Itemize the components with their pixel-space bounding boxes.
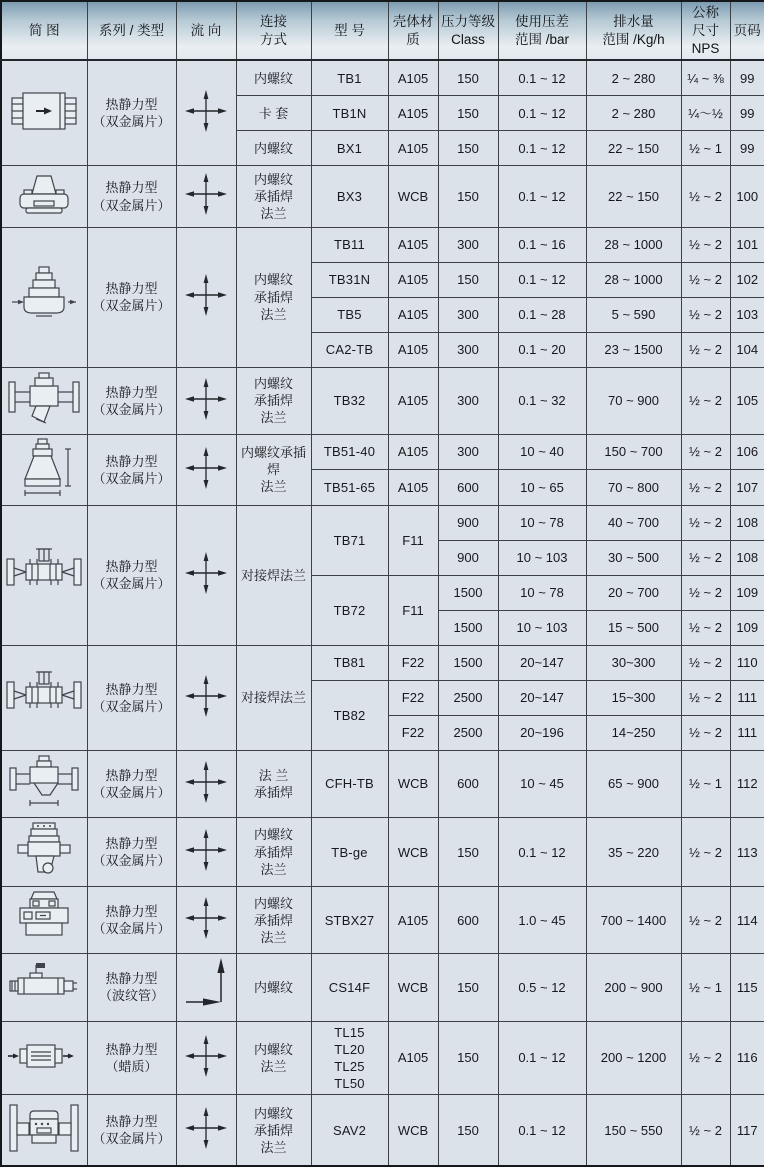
class-cell: 600 [438, 887, 498, 954]
header-connection: 连接 方式 [236, 1, 311, 60]
table-row [1, 60, 764, 96]
page-cell: 111 [730, 680, 764, 715]
model-cell: TB72 [311, 575, 388, 645]
diagram-cell [1, 887, 87, 954]
material-cell: WCB [388, 166, 438, 227]
dp-cell: 0.1 ~ 12 [498, 1021, 586, 1095]
series-cell: 热静力型 （波纹管） [87, 954, 176, 1021]
drain-cell: 22 ~ 150 [586, 131, 681, 166]
table-row [1, 367, 764, 434]
table-row [1, 1095, 764, 1167]
material-cell: WCB [388, 1095, 438, 1167]
drain-cell: 15 ~ 500 [586, 610, 681, 645]
model-cell: TB81 [311, 645, 388, 680]
flow-cell [176, 434, 236, 505]
page-cell: 102 [730, 262, 764, 297]
table-row [1, 505, 764, 540]
class-cell: 150 [438, 131, 498, 166]
connection-cell: 内螺纹 承插焊 法兰 [236, 227, 311, 367]
nps-cell: ½ ~ 2 [681, 434, 730, 470]
flanged-y-trap-icon [6, 370, 82, 428]
dp-cell: 0.1 ~ 16 [498, 227, 586, 262]
flanged-bonnet-trap-icon [6, 753, 82, 811]
page-cell: 114 [730, 887, 764, 954]
drain-cell: 5 ~ 590 [586, 297, 681, 332]
header-material: 壳体材 质 [388, 1, 438, 60]
header-dp: 使用压差 范围 /bar [498, 1, 586, 60]
page-cell: 115 [730, 954, 764, 1021]
material-cell: F22 [388, 715, 438, 750]
class-cell: 300 [438, 297, 498, 332]
flow-cell [176, 505, 236, 645]
drain-cell: 2 ~ 280 [586, 60, 681, 96]
series-cell: 热静力型 （双金属片） [87, 887, 176, 954]
class-cell: 300 [438, 434, 498, 470]
cone-trap-icon [6, 437, 82, 499]
dp-cell: 0.1 ~ 12 [498, 818, 586, 887]
flow-cell [176, 818, 236, 887]
nps-cell: ½ ~ 2 [681, 227, 730, 262]
nps-cell: ½ ~ 2 [681, 887, 730, 954]
material-cell: A105 [388, 227, 438, 262]
dp-cell: 0.1 ~ 12 [498, 131, 586, 166]
series-cell: 热静力型 （双金属片） [87, 818, 176, 887]
page-cell: 106 [730, 434, 764, 470]
model-cell: TB32 [311, 367, 388, 434]
dp-cell: 0.1 ~ 32 [498, 367, 586, 434]
diagram-cell [1, 818, 87, 887]
header-flow: 流 向 [176, 1, 236, 60]
dp-cell: 10 ~ 78 [498, 505, 586, 540]
drain-cell: 22 ~ 150 [586, 166, 681, 227]
table-row [1, 645, 764, 680]
connection-cell: 内螺纹承插 焊 法兰 [236, 434, 311, 505]
model-cell: TB71 [311, 505, 388, 575]
connection-cell: 内螺纹 承插焊 法兰 [236, 367, 311, 434]
nps-cell: ½ ~ 2 [681, 297, 730, 332]
nps-cell: ½ ~ 1 [681, 131, 730, 166]
class-cell: 150 [438, 818, 498, 887]
class-cell: 300 [438, 367, 498, 434]
table-row [1, 166, 764, 227]
table-row [1, 954, 764, 1021]
table-row [1, 434, 764, 470]
flow-cell [176, 60, 236, 166]
model-cell: TB82 [311, 680, 388, 750]
diagram-cell [1, 367, 87, 434]
model-cell: TB51-65 [311, 470, 388, 506]
table-row [1, 750, 764, 817]
page-cell: 99 [730, 96, 764, 131]
page-cell: 113 [730, 818, 764, 887]
nps-cell: ¼～½ [681, 96, 730, 131]
header-nps: 公称 尺寸 NPS [681, 1, 730, 60]
series-cell: 热静力型 （双金属片） [87, 227, 176, 367]
nps-cell: ½ ~ 1 [681, 750, 730, 817]
nps-cell: ½ ~ 2 [681, 818, 730, 887]
drain-cell: 14~250 [586, 715, 681, 750]
connection-cell: 内螺纹 [236, 60, 311, 96]
dp-cell: 0.1 ~ 12 [498, 166, 586, 227]
flow-cell [176, 887, 236, 954]
page-cell: 101 [730, 227, 764, 262]
material-cell: A105 [388, 262, 438, 297]
dp-cell: 10 ~ 40 [498, 434, 586, 470]
flow-cross-icon [183, 1106, 229, 1150]
class-cell: 1500 [438, 645, 498, 680]
series-cell: 热静力型 （双金属片） [87, 505, 176, 645]
table-row [1, 1021, 764, 1095]
bellows-cylinder-trap-icon [6, 957, 82, 1013]
material-cell: WCB [388, 750, 438, 817]
material-cell: A105 [388, 887, 438, 954]
class-cell: 1500 [438, 575, 498, 610]
material-cell: A105 [388, 60, 438, 96]
connection-cell: 内螺纹 承插焊 法兰 [236, 166, 311, 227]
table-header [1, 1, 764, 60]
page-cell: 104 [730, 332, 764, 367]
material-cell: A105 [388, 297, 438, 332]
model-cell: SAV2 [311, 1095, 388, 1167]
model-cell: TB-ge [311, 818, 388, 887]
dp-cell: 0.1 ~ 12 [498, 96, 586, 131]
wax-inline-trap-icon [6, 1034, 82, 1078]
drain-cell: 28 ~ 1000 [586, 227, 681, 262]
table-body [1, 60, 764, 1166]
dome-trap-icon [8, 168, 80, 220]
page-cell: 99 [730, 60, 764, 96]
dp-cell: 10 ~ 103 [498, 610, 586, 645]
nps-cell: ½ ~ 2 [681, 1095, 730, 1167]
class-cell: 600 [438, 750, 498, 817]
model-cell: TL15 TL20 TL25 TL50 [311, 1021, 388, 1095]
class-cell: 150 [438, 96, 498, 131]
drain-cell: 30~300 [586, 645, 681, 680]
model-cell: STBX27 [311, 887, 388, 954]
nps-cell: ½ ~ 2 [681, 1021, 730, 1095]
flow-cross-icon [183, 760, 229, 804]
material-cell: WCB [388, 818, 438, 887]
flow-cell [176, 166, 236, 227]
material-cell: A105 [388, 131, 438, 166]
class-cell: 150 [438, 262, 498, 297]
series-cell: 热静力型 （蜡质） [87, 1021, 176, 1095]
connection-cell: 内螺纹 法兰 [236, 1021, 311, 1095]
connection-cell: 内螺纹 承插焊 法兰 [236, 818, 311, 887]
drain-cell: 200 ~ 900 [586, 954, 681, 1021]
series-cell: 热静力型 （双金属片） [87, 645, 176, 750]
connection-cell: 内螺纹 承插焊 法兰 [236, 887, 311, 954]
page-cell: 100 [730, 166, 764, 227]
table-row [1, 818, 764, 887]
dp-cell: 20~147 [498, 645, 586, 680]
series-cell: 热静力型 （双金属片） [87, 434, 176, 505]
nps-cell: ½ ~ 2 [681, 332, 730, 367]
page-cell: 103 [730, 297, 764, 332]
table-row [1, 227, 764, 262]
class-cell: 1500 [438, 610, 498, 645]
dp-cell: 10 ~ 65 [498, 470, 586, 506]
dp-cell: 0.1 ~ 12 [498, 60, 586, 96]
flow-cell [176, 750, 236, 817]
drain-cell: 2 ~ 280 [586, 96, 681, 131]
drain-cell: 200 ~ 1200 [586, 1021, 681, 1095]
page-cell: 108 [730, 540, 764, 575]
page-cell: 99 [730, 131, 764, 166]
model-cell: TB1 [311, 60, 388, 96]
nps-cell: ½ ~ 2 [681, 610, 730, 645]
flow-cell [176, 367, 236, 434]
connection-cell: 对接焊法兰 [236, 645, 311, 750]
model-cell: CFH-TB [311, 750, 388, 817]
model-cell: CS14F [311, 954, 388, 1021]
flow-cross-icon [183, 89, 229, 133]
material-cell: A105 [388, 434, 438, 470]
page-cell: 108 [730, 505, 764, 540]
drain-cell: 40 ~ 700 [586, 505, 681, 540]
diagram-cell [1, 434, 87, 505]
model-cell: TB1N [311, 96, 388, 131]
diagram-cell [1, 166, 87, 227]
drain-cell: 23 ~ 1500 [586, 332, 681, 367]
diagram-cell [1, 645, 87, 750]
drain-cell: 700 ~ 1400 [586, 887, 681, 954]
dp-cell: 0.1 ~ 12 [498, 262, 586, 297]
class-cell: 2500 [438, 715, 498, 750]
flow-cross-icon [183, 273, 229, 317]
page-cell: 117 [730, 1095, 764, 1167]
nps-cell: ½ ~ 2 [681, 367, 730, 434]
drain-cell: 35 ~ 220 [586, 818, 681, 887]
drain-cell: 15~300 [586, 680, 681, 715]
connection-cell: 内螺纹 [236, 131, 311, 166]
material-cell: WCB [388, 954, 438, 1021]
flow-cross-icon [183, 551, 229, 595]
material-cell: A105 [388, 367, 438, 434]
connection-cell: 法 兰 承插焊 [236, 750, 311, 817]
box-trap-icon [6, 889, 82, 947]
nps-cell: ½ ~ 2 [681, 505, 730, 540]
model-cell: CA2-TB [311, 332, 388, 367]
drain-cell: 150 ~ 700 [586, 434, 681, 470]
flanged-sav-trap-icon [4, 1097, 84, 1159]
page-cell: 110 [730, 645, 764, 680]
nps-cell: ½ ~ 2 [681, 645, 730, 680]
series-cell: 热静力型 （双金属片） [87, 60, 176, 166]
drain-cell: 28 ~ 1000 [586, 262, 681, 297]
page-cell: 116 [730, 1021, 764, 1095]
flow-elbow-up-icon [183, 956, 229, 1014]
diagram-cell [1, 1095, 87, 1167]
page-cell: 112 [730, 750, 764, 817]
material-cell: A105 [388, 332, 438, 367]
material-cell: F11 [388, 575, 438, 645]
material-cell: A105 [388, 1021, 438, 1095]
connection-cell: 卡 套 [236, 96, 311, 131]
nps-cell: ½ ~ 2 [681, 680, 730, 715]
connection-cell: 内螺纹 [236, 954, 311, 1021]
model-cell: BX3 [311, 166, 388, 227]
nps-cell: ½ ~ 2 [681, 715, 730, 750]
material-cell: F22 [388, 680, 438, 715]
dp-cell: 0.5 ~ 12 [498, 954, 586, 1021]
dp-cell: 10 ~ 103 [498, 540, 586, 575]
class-cell: 150 [438, 1095, 498, 1167]
header-drain: 排水量 范围 /Kg/h [586, 1, 681, 60]
class-cell: 600 [438, 470, 498, 506]
drain-cell: 65 ~ 900 [586, 750, 681, 817]
class-cell: 2500 [438, 680, 498, 715]
flow-cross-icon [183, 1034, 229, 1078]
table-row [1, 887, 764, 954]
flow-cross-icon [183, 446, 229, 490]
flow-cell [176, 954, 236, 1021]
header-class: 压力等级 Class [438, 1, 498, 60]
model-cell: TB11 [311, 227, 388, 262]
class-cell: 150 [438, 954, 498, 1021]
nps-cell: ½ ~ 2 [681, 166, 730, 227]
diagram-cell [1, 505, 87, 645]
dp-cell: 20~147 [498, 680, 586, 715]
class-cell: 150 [438, 1021, 498, 1095]
inline-threaded-trap-icon [8, 85, 80, 137]
diagram-cell [1, 227, 87, 367]
class-cell: 150 [438, 166, 498, 227]
dp-cell: 20~196 [498, 715, 586, 750]
model-cell: TB51-40 [311, 434, 388, 470]
connection-cell: 对接焊法兰 [236, 505, 311, 645]
page-cell: 109 [730, 575, 764, 610]
class-cell: 900 [438, 505, 498, 540]
nps-cell: ½ ~ 2 [681, 262, 730, 297]
header-page: 页码 [730, 1, 764, 60]
vertical-stack-trap-icon [8, 264, 80, 326]
series-cell: 热静力型 （双金属片） [87, 750, 176, 817]
model-cell: BX1 [311, 131, 388, 166]
material-cell: F11 [388, 505, 438, 575]
material-cell: A105 [388, 96, 438, 131]
page-cell: 109 [730, 610, 764, 645]
flow-cross-icon [183, 377, 229, 421]
dp-cell: 0.1 ~ 28 [498, 297, 586, 332]
dp-cell: 0.1 ~ 12 [498, 1095, 586, 1167]
dp-cell: 0.1 ~ 20 [498, 332, 586, 367]
header-model: 型 号 [311, 1, 388, 60]
page-cell: 111 [730, 715, 764, 750]
nps-cell: ½ ~ 2 [681, 540, 730, 575]
nps-cell: ½ ~ 2 [681, 575, 730, 610]
flow-cross-icon [183, 674, 229, 718]
nps-cell: ¼ ~ ⅜ [681, 60, 730, 96]
material-cell: F22 [388, 645, 438, 680]
diagram-cell [1, 60, 87, 166]
flow-cell [176, 645, 236, 750]
diagram-cell [1, 1021, 87, 1095]
diagram-cell [1, 750, 87, 817]
page-cell: 107 [730, 470, 764, 506]
page-cell: 105 [730, 367, 764, 434]
class-cell: 300 [438, 227, 498, 262]
dp-cell: 10 ~ 45 [498, 750, 586, 817]
bolted-flange-trap-icon [4, 666, 84, 726]
bolted-flange-trap-icon [4, 543, 84, 603]
compact-cap-trap-icon [8, 820, 80, 880]
series-cell: 热静力型 （双金属片） [87, 367, 176, 434]
flow-cross-icon [183, 896, 229, 940]
drain-cell: 70 ~ 800 [586, 470, 681, 506]
drain-cell: 20 ~ 700 [586, 575, 681, 610]
flow-cell [176, 1095, 236, 1167]
material-cell: A105 [388, 470, 438, 506]
dp-cell: 1.0 ~ 45 [498, 887, 586, 954]
drain-cell: 70 ~ 900 [586, 367, 681, 434]
header-series: 系列 / 类型 [87, 1, 176, 60]
dp-cell: 10 ~ 78 [498, 575, 586, 610]
flow-cross-icon [183, 172, 229, 216]
class-cell: 300 [438, 332, 498, 367]
class-cell: 150 [438, 60, 498, 96]
class-cell: 900 [438, 540, 498, 575]
header-diagram: 简 图 [1, 1, 87, 60]
connection-cell: 内螺纹 承插焊 法兰 [236, 1095, 311, 1167]
header-row [1, 1, 764, 60]
diagram-cell [1, 954, 87, 1021]
flow-cell [176, 227, 236, 367]
flow-cross-icon [183, 828, 229, 872]
nps-cell: ½ ~ 2 [681, 470, 730, 506]
model-cell: TB31N [311, 262, 388, 297]
series-cell: 热静力型 （双金属片） [87, 166, 176, 227]
drain-cell: 30 ~ 500 [586, 540, 681, 575]
series-cell: 热静力型 （双金属片） [87, 1095, 176, 1167]
flow-cell [176, 1021, 236, 1095]
drain-cell: 150 ~ 550 [586, 1095, 681, 1167]
model-cell: TB5 [311, 297, 388, 332]
nps-cell: ½ ~ 1 [681, 954, 730, 1021]
